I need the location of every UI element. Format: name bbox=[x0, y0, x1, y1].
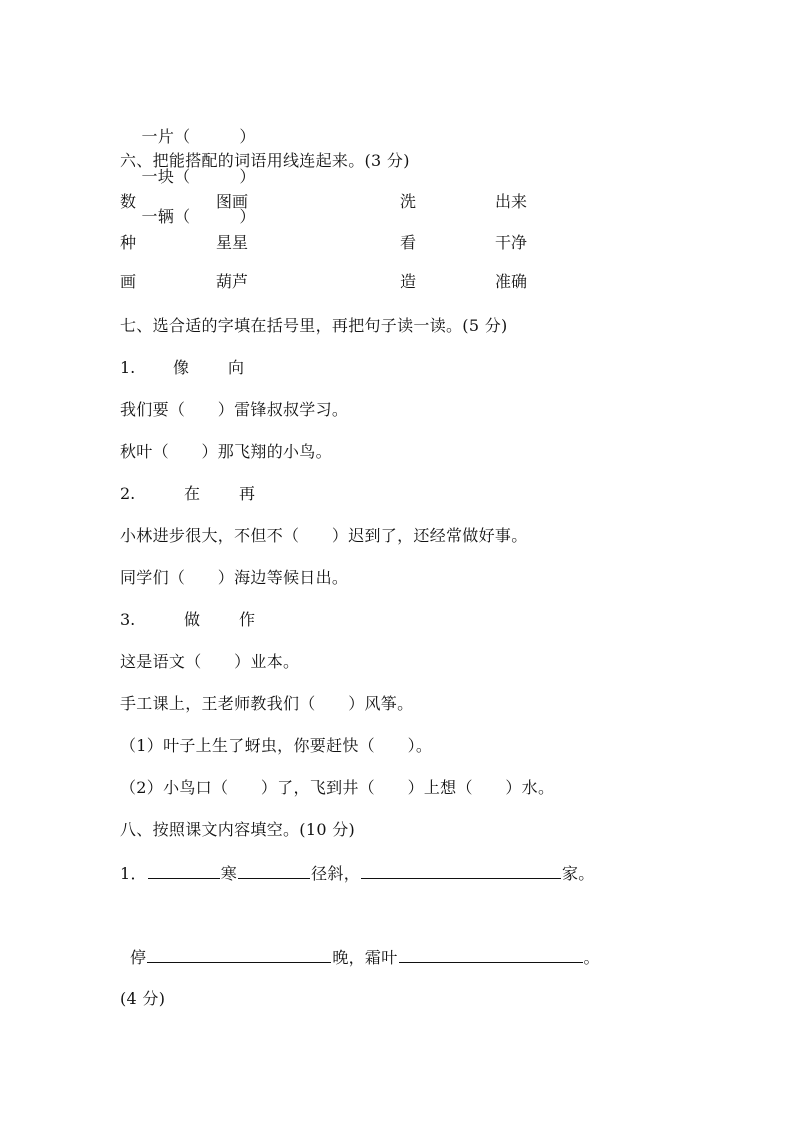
match-left-obj-1: 图画 bbox=[216, 192, 249, 211]
group-2-char-a: 在 bbox=[184, 484, 201, 503]
measure-word-2: 一块（ ） bbox=[141, 167, 256, 186]
group-3-char-a: 做 bbox=[184, 610, 201, 629]
poem-line-2-text-c: 。 bbox=[583, 948, 600, 967]
poem-line-1-text-b: 径斜， bbox=[311, 864, 360, 883]
extra-sentence-2: （2）小鸟口（ ）了，飞到井（ ）上想（ ）水。 bbox=[120, 778, 555, 797]
poem-line-2 bbox=[130, 946, 600, 968]
poem-line-1-text-c: 家。 bbox=[562, 864, 595, 883]
group-2-number: 2. bbox=[120, 484, 136, 503]
group-1-char-a: 像 bbox=[173, 358, 190, 377]
measure-word-3: 一辆（ ） bbox=[141, 207, 256, 226]
poem-line-1 bbox=[120, 862, 595, 884]
group-2-sentence-2: 同学们（ ）海边等候日出。 bbox=[120, 568, 349, 587]
match-right-obj-3: 准确 bbox=[495, 272, 528, 291]
match-left-obj-2: 星星 bbox=[216, 233, 249, 252]
group-2-sentence-1: 小林进步很大，不但不（ ）迟到了，还经常做好事。 bbox=[120, 526, 528, 545]
poem-line-1-number: 1． bbox=[120, 864, 147, 883]
match-left-3: 画 bbox=[120, 272, 137, 291]
fill-blank[interactable] bbox=[147, 946, 331, 963]
match-left-obj-3: 葫芦 bbox=[216, 272, 249, 291]
group-3-sentence-1: 这是语文（ ）业本。 bbox=[120, 652, 300, 671]
fill-blank[interactable] bbox=[148, 862, 220, 879]
group-3-number: 3. bbox=[120, 610, 136, 629]
group-1-number: 1. bbox=[120, 358, 136, 377]
group-3-sentence-2: 手工课上，王老师教我们（ ）风筝。 bbox=[120, 694, 414, 713]
group-2-char-b: 再 bbox=[239, 484, 256, 503]
fill-blank[interactable] bbox=[361, 862, 561, 879]
match-right-1: 洗 bbox=[400, 192, 417, 211]
fill-blank[interactable] bbox=[238, 862, 310, 879]
match-left-1: 数 bbox=[120, 192, 137, 211]
match-right-obj-1: 出来 bbox=[495, 192, 528, 211]
group-1-sentence-1: 我们要（ ）雷锋叔叔学习。 bbox=[120, 400, 349, 419]
poem-line-2-text-a: 停 bbox=[130, 948, 147, 967]
poem-line-2-text-b: 晚，霜叶 bbox=[332, 948, 398, 967]
match-right-2: 看 bbox=[400, 233, 417, 252]
group-1-sentence-2: 秋叶（ ）那飞翔的小鸟。 bbox=[120, 442, 332, 461]
group-1-char-b: 向 bbox=[228, 358, 245, 377]
group-3-char-b: 作 bbox=[239, 610, 256, 629]
match-right-3: 造 bbox=[400, 272, 417, 291]
measure-words-row bbox=[120, 107, 256, 247]
poem-score: (4 分) bbox=[120, 989, 166, 1008]
match-right-obj-2: 干净 bbox=[495, 233, 528, 252]
section-7-heading: 七、选合适的字填在括号里，再把句子读一读。(5 分) bbox=[120, 316, 508, 335]
extra-sentence-1: （1）叶子上生了蚜虫，你要赶快（ ）。 bbox=[120, 736, 433, 755]
match-left-2: 种 bbox=[120, 233, 137, 252]
section-8-heading: 八、按照课文内容填空。(10 分) bbox=[120, 820, 356, 839]
fill-blank[interactable] bbox=[399, 946, 583, 963]
section-6-heading: 六、把能搭配的词语用线连起来。(3 分) bbox=[120, 151, 410, 170]
measure-word-1: 一片（ ） bbox=[141, 127, 256, 146]
poem-line-1-text-a: 寒 bbox=[220, 864, 238, 883]
